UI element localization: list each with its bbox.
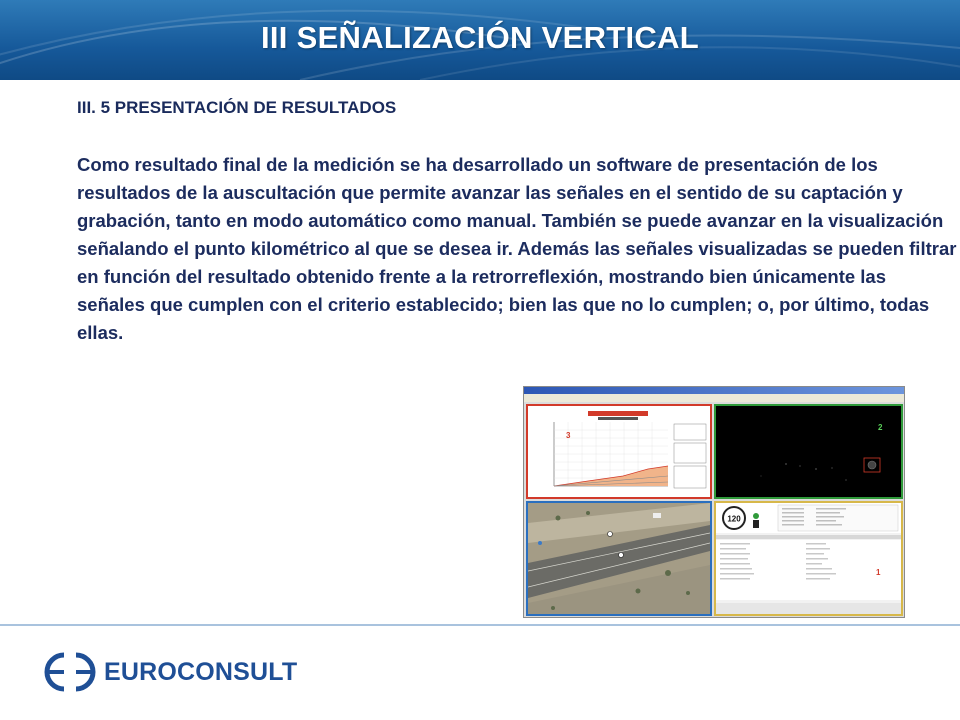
video-panel-number: 2 — [878, 423, 883, 432]
logo-text: EUROCONSULT — [104, 657, 298, 686]
speed-sign-value: 120 — [727, 514, 741, 524]
sign-data-thumbnail — [716, 503, 901, 614]
app-titlebar — [524, 387, 904, 394]
footer-divider — [0, 624, 960, 626]
sign-data-panel — [714, 501, 903, 616]
euroconsult-logo — [42, 651, 297, 693]
aerial-map-panel — [526, 501, 712, 616]
body-paragraph: Como resultado final de la medición se ha desarrollado un software de presentación de los resultados de la auscultación que permite avanzar las señales en el sentido de su captación y grabación, tanto en modo automático como manual. También se puede avanzar en la visualización señalando el punto kilométrico al que se desea ir. Además las señales visualizadas se pueden filtrar en función del resultado obtenido frente a la retrorreflexión, mostrando bien únicamente las señales que cumplen con el criterio establecido; bien las que no lo cumplen; o, por último, todas ellas. — [77, 154, 957, 343]
euroconsult-logo-icon — [42, 651, 98, 693]
chart-panel-number: 3 — [566, 431, 571, 440]
section-title: III. 5 PRESENTACIÓN DE RESULTADOS — [77, 98, 397, 117]
slide-header — [0, 0, 960, 80]
retroreflection-chart-thumbnail — [528, 406, 710, 497]
info-panel-number: 1 — [876, 568, 881, 577]
night-road-video-thumbnail — [716, 406, 901, 497]
aerial-map-thumbnail — [528, 503, 710, 614]
retroreflection-chart-panel — [526, 404, 712, 499]
page-title: III SEÑALIZACIÓN VERTICAL — [260, 20, 700, 55]
video-panel — [714, 404, 903, 499]
software-screenshot — [523, 386, 905, 618]
app-toolbar — [524, 394, 904, 402]
